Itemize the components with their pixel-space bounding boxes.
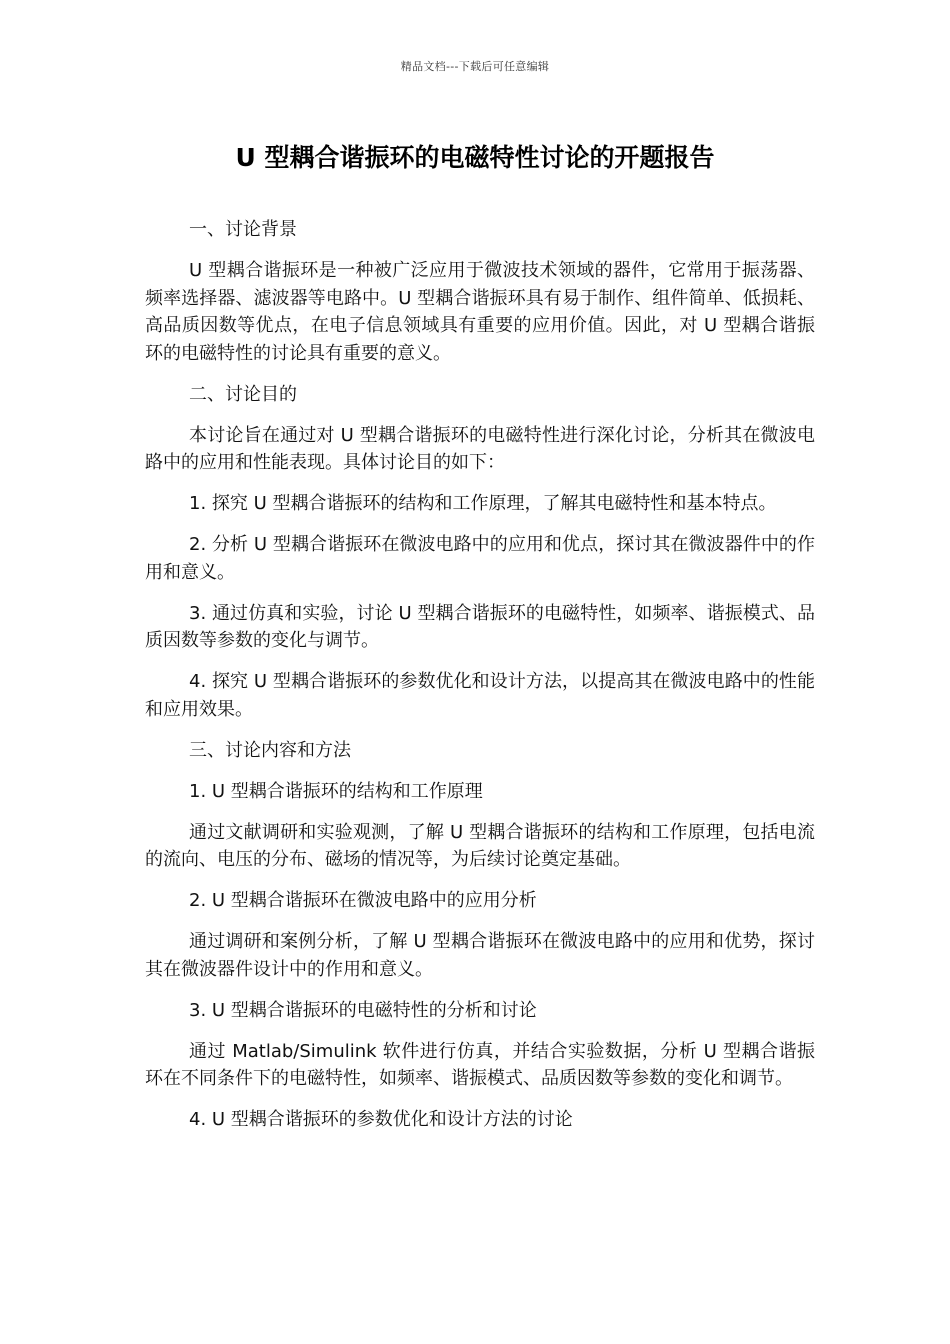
page-header-note: 精品文档---下载后可任意编辑 [400, 60, 550, 73]
purpose-item-3: 3. 通过仿真和实验，讨论 U 型耦合谐振环的电磁特性，如频率、谐振模式、品质因数等参数的变化与调节。 [145, 602, 815, 651]
section-heading-purpose: 二、讨论目的 [189, 383, 297, 405]
paragraph-purpose-intro: 本讨论旨在通过对 U 型耦合谐振环的电磁特性进行深化讨论，分析其在微波电路中的应用和性能表现。具体讨论目的如下： [145, 424, 815, 473]
paragraph-background: U 型耦合谐振环是一种被广泛应用于微波技术领域的器件，它常用于振荡器、频率选择器、滤波器等电路中。U 型耦合谐振环具有易于制作、组件简单、低损耗、高品质因数等优点，在电子信息领域具有重要的应用价值。因此，对 U 型耦合谐振环的电磁特性的讨论具有重要的意义。 [145, 260, 815, 364]
section-heading-background: 一、讨论背景 [189, 219, 297, 240]
document-title: U 型耦合谐振环的电磁特性讨论的开题报告 [235, 143, 715, 172]
purpose-item-4: 4. 探究 U 型耦合谐振环的参数优化和设计方法，以提高其在微波电路中的性能和应用效果。 [145, 671, 815, 720]
paragraph-subsection-3: 通过 Matlab/Simulink 软件进行仿真，并结合实验数据，分析 U 型耦合谐振环在不同条件下的电磁特性，如频率、谐振模式、品质因数等参数的变化和调节。 [145, 1040, 815, 1089]
subsection-heading-1: 1. U 型耦合谐振环的结构和工作原理 [189, 780, 483, 802]
section-heading-content-methods: 三、讨论内容和方法 [189, 739, 351, 761]
purpose-item-1: 1. 探究 U 型耦合谐振环的结构和工作原理，了解其电磁特性和基本特点。 [189, 493, 777, 514]
document-body [145, 216, 815, 1147]
subsection-heading-2: 2. U 型耦合谐振环在微波电路中的应用分析 [189, 890, 537, 911]
paragraph-subsection-2: 通过调研和案例分析，了解 U 型耦合谐振环在微波电路中的应用和优势，探讨其在微波器件设计中的作用和意义。 [145, 931, 815, 980]
paragraph-subsection-1: 通过文献调研和实验观测，了解 U 型耦合谐振环的结构和工作原理，包括电流的流向、电压的分布、磁场的情况等，为后续讨论奠定基础。 [145, 821, 815, 870]
subsection-heading-4: 4. U 型耦合谐振环的参数优化和设计方法的讨论 [189, 1109, 573, 1130]
purpose-item-2: 2. 分析 U 型耦合谐振环在微波电路中的应用和优点，探讨其在微波器件中的作用和意义。 [145, 534, 815, 583]
subsection-heading-3: 3. U 型耦合谐振环的电磁特性的分析和讨论 [189, 999, 537, 1021]
